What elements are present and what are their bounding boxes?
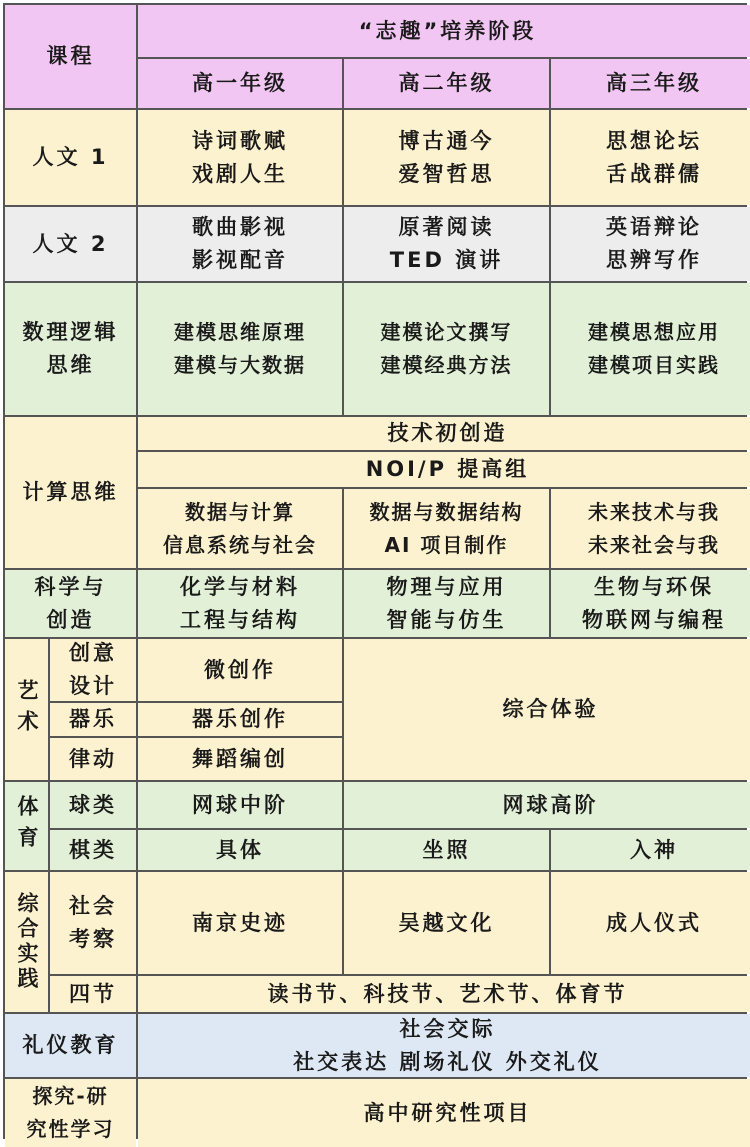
art-sub-rhythm: 律动 — [50, 738, 136, 780]
math-logic-grade2: 建模论文撰写 建模经典方法 — [344, 283, 549, 415]
art-instrument-grade1: 器乐创作 — [138, 703, 342, 736]
row-label-humanities1: 人文 1 — [5, 110, 136, 205]
humanities1-grade1: 诗词歌赋 戏剧人生 — [138, 110, 342, 205]
pe-chess-grade3: 入神 — [551, 830, 750, 870]
computing-span-2: NOI/P 提高组 — [138, 452, 750, 487]
row-label-practice: 综合实践 — [5, 872, 48, 1012]
pe-ball-grade1: 网球中阶 — [138, 782, 342, 828]
pe-sub-chess: 棋类 — [50, 830, 136, 870]
course-table — [3, 3, 747, 1139]
humanities1-grade2: 博古通今 爱智哲思 — [344, 110, 549, 205]
art-grade23-combined: 综合体验 — [344, 639, 750, 780]
pe-chess-grade1: 具体 — [138, 830, 342, 870]
humanities2-grade2: 原著阅读 TED 演讲 — [344, 207, 549, 281]
row-label-research: 探究-研 究性学习 — [5, 1079, 136, 1147]
math-logic-grade3: 建模思想应用 建模项目实践 — [551, 283, 750, 415]
practice-festivals-all: 读书节、科技节、艺术节、体育节 — [138, 976, 750, 1012]
humanities1-grade3: 思想论坛 舌战群儒 — [551, 110, 750, 205]
practice-sub-social: 社会 考察 — [50, 872, 136, 974]
science-grade3: 生物与环保 物联网与编程 — [551, 570, 750, 637]
pe-chess-grade2: 坐照 — [344, 830, 549, 870]
practice-social-grade3: 成人仪式 — [551, 872, 750, 974]
header-stage-title: “志趣”培养阶段 — [138, 5, 750, 57]
art-rhythm-grade1: 舞蹈编创 — [138, 738, 342, 780]
header-course: 课程 — [5, 5, 136, 108]
header-grade-3: 高三年级 — [551, 59, 750, 108]
art-sub-instrument: 器乐 — [50, 703, 136, 736]
math-logic-grade1: 建模思维原理 建模与大数据 — [138, 283, 342, 415]
computing-grade1: 数据与计算 信息系统与社会 — [138, 489, 342, 568]
practice-social-grade2: 吴越文化 — [344, 872, 549, 974]
practice-sub-festivals: 四节 — [50, 976, 136, 1012]
row-label-science: 科学与 创造 — [5, 570, 136, 637]
humanities2-grade1: 歌曲影视 影视配音 — [138, 207, 342, 281]
row-label-computing: 计算思维 — [5, 417, 136, 568]
science-grade2: 物理与应用 智能与仿生 — [344, 570, 549, 637]
header-grade-1: 高一年级 — [138, 59, 342, 108]
row-label-etiquette: 礼仪教育 — [5, 1014, 136, 1077]
pe-ball-grade23: 网球高阶 — [344, 782, 750, 828]
pe-sub-ball: 球类 — [50, 782, 136, 828]
row-label-art: 艺术 — [5, 639, 48, 780]
humanities2-grade3: 英语辩论 思辨写作 — [551, 207, 750, 281]
practice-social-grade1: 南京史迹 — [138, 872, 342, 974]
computing-grade3: 未来技术与我 未来社会与我 — [551, 489, 750, 568]
research-content: 高中研究性项目 — [138, 1079, 750, 1147]
row-label-humanities2: 人文 2 — [5, 207, 136, 281]
row-label-math-logic: 数理逻辑 思维 — [5, 283, 136, 415]
computing-span-1: 技术初创造 — [138, 417, 750, 450]
row-label-pe: 体育 — [5, 782, 48, 870]
science-grade1: 化学与材料 工程与结构 — [138, 570, 342, 637]
computing-grade2: 数据与数据结构 AI 项目制作 — [344, 489, 549, 568]
etiquette-content: 社会交际 社交表达 剧场礼仪 外交礼仪 — [138, 1014, 750, 1077]
header-grade-2: 高二年级 — [344, 59, 549, 108]
art-sub-design: 创意 设计 — [50, 639, 136, 701]
art-design-grade1: 微创作 — [138, 639, 342, 701]
